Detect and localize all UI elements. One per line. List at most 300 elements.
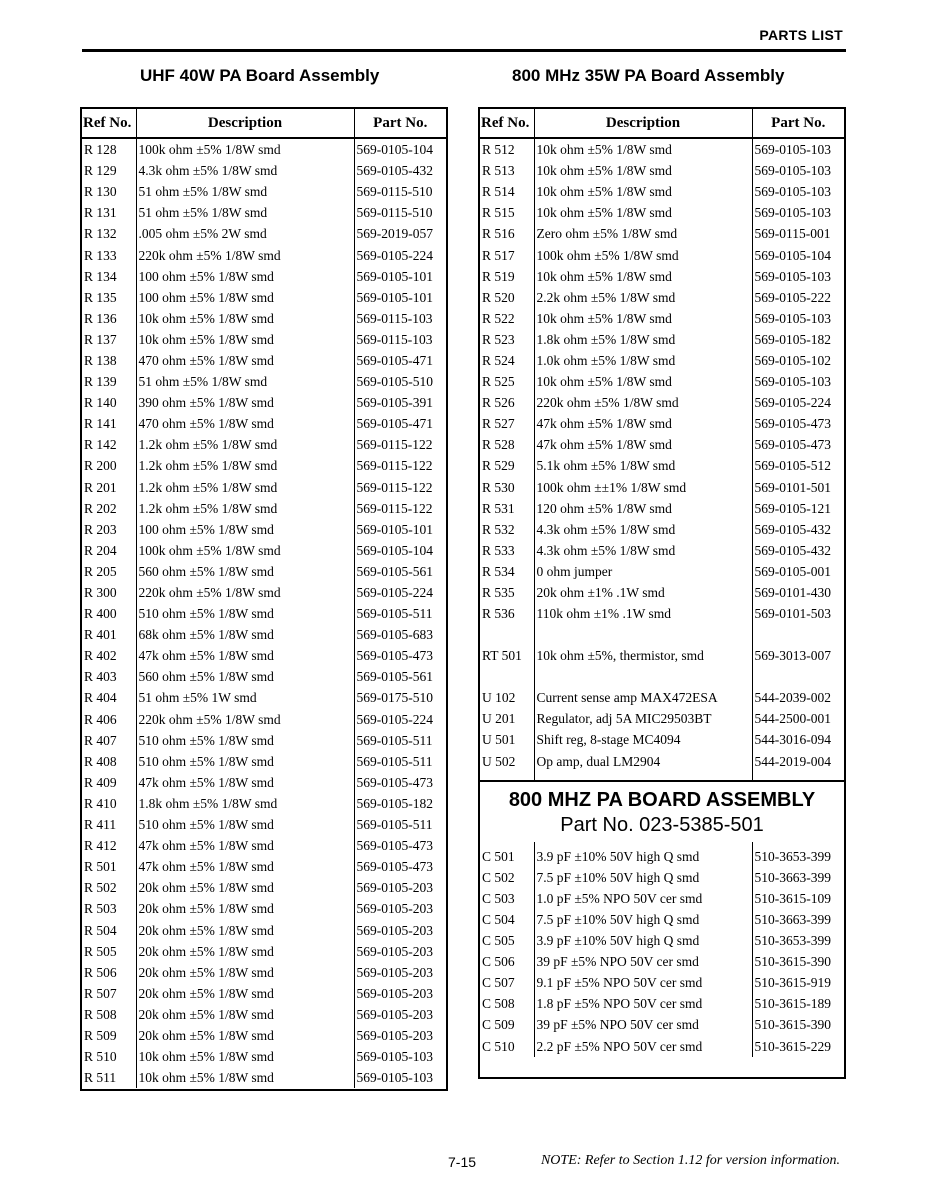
ref-cell: R 204: [82, 540, 136, 561]
ref-cell: R 522: [480, 308, 534, 329]
part-number-cell: 569-0115-103: [356, 310, 433, 326]
description-cell: Shift reg, 8-stage MC4094: [534, 729, 752, 750]
part-number-cell: 569-0101-430: [754, 585, 831, 601]
ref-cell: R 407: [82, 730, 136, 751]
ref-cell: R 132: [82, 223, 136, 244]
table-row: [82, 561, 446, 582]
part-number-cell: 569-0105-103: [754, 184, 831, 200]
ref-cell: U 201: [480, 708, 534, 729]
ref-cell: R 535: [480, 582, 534, 603]
spacer-row: [480, 772, 844, 781]
ref-cell: R 524: [480, 350, 534, 371]
table-row: [82, 413, 446, 434]
part-number-cell: 510-3663-399: [754, 869, 831, 885]
table-row: [480, 687, 844, 708]
description-cell: 20k ohm ±5% 1/8W smd: [136, 941, 354, 962]
table-row: [82, 666, 446, 687]
part-number-cell: 569-0105-101: [356, 289, 433, 305]
ref-cell: R 412: [82, 835, 136, 856]
description-cell: 7.5 pF ±10% 50V high Q smd: [534, 867, 752, 888]
ref-cell: C 501: [480, 846, 534, 867]
description-cell: 0 ohm jumper: [534, 561, 752, 582]
ref-cell: R 205: [82, 561, 136, 582]
part-number-cell: 569-0105-683: [356, 627, 433, 643]
ref-cell: R 512: [480, 138, 534, 160]
ref-cell: C 503: [480, 888, 534, 909]
description-cell: 51 ohm ±5% 1/8W smd: [136, 181, 354, 202]
table-row: [82, 772, 446, 793]
table-row: [480, 846, 844, 867]
description-cell: 10k ohm ±5% 1/8W smd: [534, 371, 752, 392]
table-row: [82, 519, 446, 540]
table-row: [480, 138, 844, 160]
part-number-cell: 569-0105-471: [356, 416, 433, 432]
description-cell: 20k ohm ±1% .1W smd: [534, 582, 752, 603]
ref-cell: R 200: [82, 455, 136, 476]
description-cell: 9.1 pF ±5% NPO 50V cer smd: [534, 972, 752, 993]
table-row: [82, 919, 446, 940]
ref-cell: C 505: [480, 930, 534, 951]
part-number-cell: 510-3615-189: [754, 996, 831, 1012]
part-number-cell: 569-0105-391: [356, 395, 433, 411]
part-number-cell: 569-0105-103: [754, 163, 831, 179]
table-row: [480, 603, 844, 624]
part-number-cell: 569-0105-511: [356, 817, 433, 833]
section-heading-row: [480, 781, 844, 842]
ref-cell: R 526: [480, 392, 534, 413]
table-row: [82, 1046, 446, 1067]
ref-cell: R 523: [480, 329, 534, 350]
col-ref: Ref No.: [480, 109, 534, 138]
ref-cell: R 525: [480, 371, 534, 392]
part-number-cell: 569-0105-473: [754, 416, 831, 432]
description-cell: 10k ohm ±5% 1/8W smd: [136, 308, 354, 329]
ref-cell: R 509: [82, 1025, 136, 1046]
description-cell: .005 ohm ±5% 2W smd: [136, 223, 354, 244]
assembly-title: 800 MHZ PA BOARD ASSEMBLY: [508, 788, 816, 811]
ref-cell: R 134: [82, 266, 136, 287]
table-row: [82, 603, 446, 624]
part-number-cell: 569-0175-510: [356, 690, 433, 706]
part-number-cell: 569-0105-103: [356, 1049, 433, 1065]
ref-cell: R 527: [480, 413, 534, 434]
table-row: [480, 540, 844, 561]
part-number-cell: 569-0115-122: [356, 479, 433, 495]
ref-cell: R 142: [82, 434, 136, 455]
ref-cell: R 502: [82, 877, 136, 898]
table-row: [480, 867, 844, 888]
table-row: [480, 371, 844, 392]
table-row: [480, 993, 844, 1014]
part-number-cell: 569-0115-122: [356, 458, 433, 474]
description-cell: 51 ohm ±5% 1W smd: [136, 687, 354, 708]
part-number-cell: 569-0105-203: [356, 922, 433, 938]
part-number-cell: 569-0105-103: [356, 1070, 433, 1086]
description-cell: 510 ohm ±5% 1/8W smd: [136, 751, 354, 772]
description-cell: Current sense amp MAX472ESA: [534, 687, 752, 708]
table-row: [82, 814, 446, 835]
part-number-cell: 544-3016-094: [754, 732, 831, 748]
table-row: [82, 877, 446, 898]
description-cell: 20k ohm ±5% 1/8W smd: [136, 1025, 354, 1046]
description-cell: Op amp, dual LM2904: [534, 751, 752, 772]
description-cell: 10k ohm ±5% 1/8W smd: [136, 329, 354, 350]
table-row: [480, 413, 844, 434]
description-cell: 220k ohm ±5% 1/8W smd: [136, 582, 354, 603]
description-cell: 10k ohm ±5% 1/8W smd: [534, 181, 752, 202]
part-number-cell: 569-0105-511: [356, 732, 433, 748]
part-number-cell: 569-0105-203: [356, 1006, 433, 1022]
page-number: 7-15: [448, 1154, 477, 1170]
ref-cell: R 517: [480, 244, 534, 265]
table-row: [82, 287, 446, 308]
table-row: [480, 909, 844, 930]
table-row: [82, 983, 446, 1004]
part-number-cell: 569-0105-203: [356, 985, 433, 1001]
part-number-cell: 544-2019-004: [754, 753, 831, 769]
part-number-cell: 569-0105-203: [356, 880, 433, 896]
footer-note: NOTE: Refer to Section 1.12 for version information.: [540, 1153, 840, 1168]
table-row: [82, 308, 446, 329]
ref-cell: R 203: [82, 519, 136, 540]
description-cell: 100 ohm ±5% 1/8W smd: [136, 519, 354, 540]
ref-cell: U 502: [480, 751, 534, 772]
part-number-cell: 569-0105-473: [356, 774, 433, 790]
table-row: [82, 898, 446, 919]
description-cell: 1.8k ohm ±5% 1/8W smd: [534, 329, 752, 350]
col-part: Part No.: [354, 109, 446, 138]
part-number-cell: 569-0105-511: [356, 606, 433, 622]
description-cell: 20k ohm ±5% 1/8W smd: [136, 877, 354, 898]
part-number-cell: 569-0105-103: [754, 205, 831, 221]
table-row: [82, 181, 446, 202]
description-cell: 3.9 pF ±10% 50V high Q smd: [534, 846, 752, 867]
table-row: [82, 645, 446, 666]
ref-cell: C 506: [480, 951, 534, 972]
part-number-cell: 569-0115-103: [356, 331, 433, 347]
part-number-cell: 569-0105-222: [754, 289, 831, 305]
description-cell: 68k ohm ±5% 1/8W smd: [136, 624, 354, 645]
col-part: Part No.: [752, 109, 844, 138]
table-row: [82, 1004, 446, 1025]
left-table-title: UHF 40W PA Board Assembly: [140, 66, 380, 85]
ref-cell: R 510: [82, 1046, 136, 1067]
description-cell: 100 ohm ±5% 1/8W smd: [136, 287, 354, 308]
part-number-cell: 569-0105-203: [356, 943, 433, 959]
ref-cell: R 514: [480, 181, 534, 202]
part-number-cell: 569-0105-203: [356, 964, 433, 980]
part-number-cell: 569-0105-104: [754, 247, 831, 263]
description-cell: 1.0k ohm ±5% 1/8W smd: [534, 350, 752, 371]
part-number-cell: 569-0105-101: [356, 521, 433, 537]
table-row: [82, 477, 446, 498]
ref-cell: R 513: [480, 160, 534, 181]
part-number-cell: 510-3653-399: [754, 933, 831, 949]
part-number-cell: 569-0105-561: [356, 669, 433, 685]
ref-cell: R 528: [480, 434, 534, 455]
header-rule: [82, 49, 846, 52]
table-row: [82, 624, 446, 645]
description-cell: 1.0 pF ±5% NPO 50V cer smd: [534, 888, 752, 909]
part-number-cell: 569-0115-122: [356, 500, 433, 516]
ref-cell: R 507: [82, 983, 136, 1004]
table-row: [480, 561, 844, 582]
part-number-cell: 544-2500-001: [754, 711, 831, 727]
part-number-cell: 569-0105-473: [754, 437, 831, 453]
ref-cell: R 410: [82, 793, 136, 814]
ref-cell: R 300: [82, 582, 136, 603]
description-cell: 1.2k ohm ±5% 1/8W smd: [136, 477, 354, 498]
right-table-title: 800 MHz 35W PA Board Assembly: [512, 66, 785, 85]
part-number-cell: 569-0115-510: [356, 184, 433, 200]
description-cell: 4.3k ohm ±5% 1/8W smd: [534, 519, 752, 540]
ref-cell: R 534: [480, 561, 534, 582]
description-cell: 3.9 pF ±10% 50V high Q smd: [534, 930, 752, 951]
col-description: Description: [136, 109, 354, 138]
table-row: [82, 687, 446, 708]
table-row: [82, 223, 446, 244]
ref-cell: R 409: [82, 772, 136, 793]
ref-cell: R 529: [480, 455, 534, 476]
table-row: [82, 582, 446, 603]
table-row: [480, 202, 844, 223]
ref-cell: R 139: [82, 371, 136, 392]
part-number-cell: 569-0105-224: [356, 585, 433, 601]
part-number-cell: 569-0105-473: [356, 838, 433, 854]
table-row: [82, 1067, 446, 1088]
part-number-cell: 510-3615-390: [754, 1017, 831, 1033]
ref-cell: R 131: [82, 202, 136, 223]
description-cell: 7.5 pF ±10% 50V high Q smd: [534, 909, 752, 930]
ref-cell: R 531: [480, 498, 534, 519]
description-cell: 390 ohm ±5% 1/8W smd: [136, 392, 354, 413]
table-row: [480, 1014, 844, 1035]
part-number-cell: 569-0105-473: [356, 648, 433, 664]
description-cell: 47k ohm ±5% 1/8W smd: [136, 856, 354, 877]
ref-cell: R 508: [82, 1004, 136, 1025]
ref-cell: U 501: [480, 729, 534, 750]
ref-cell: R 138: [82, 350, 136, 371]
ref-cell: R 501: [82, 856, 136, 877]
description-cell: 100k ohm ±5% 1/8W smd: [136, 540, 354, 561]
ref-cell: RT 501: [480, 645, 534, 666]
part-number-cell: 544-2039-002: [754, 690, 831, 706]
table-row: [82, 1025, 446, 1046]
description-cell: 560 ohm ±5% 1/8W smd: [136, 561, 354, 582]
part-number-cell: 569-0105-224: [356, 711, 433, 727]
table-row: [480, 708, 844, 729]
description-cell: 510 ohm ±5% 1/8W smd: [136, 603, 354, 624]
description-cell: 5.1k ohm ±5% 1/8W smd: [534, 455, 752, 476]
table-row: [480, 434, 844, 455]
table-row: [82, 202, 446, 223]
part-number-cell: 569-0105-103: [754, 374, 831, 390]
part-number-cell: 569-0105-471: [356, 352, 433, 368]
ref-cell: C 507: [480, 972, 534, 993]
description-cell: 51 ohm ±5% 1/8W smd: [136, 371, 354, 392]
table-row: [82, 540, 446, 561]
ref-cell: R 135: [82, 287, 136, 308]
ref-cell: R 400: [82, 603, 136, 624]
table-row: [82, 329, 446, 350]
part-number-cell: 569-0105-473: [356, 859, 433, 875]
part-number-cell: 569-0115-510: [356, 205, 433, 221]
table-row: [82, 160, 446, 181]
description-cell: 20k ohm ±5% 1/8W smd: [136, 919, 354, 940]
part-number-cell: 569-0101-503: [754, 606, 831, 622]
part-number-cell: 569-0105-001: [754, 563, 831, 579]
ref-cell: R 403: [82, 666, 136, 687]
description-cell: 10k ohm ±5% 1/8W smd: [534, 308, 752, 329]
ref-cell: R 519: [480, 266, 534, 287]
part-number-cell: 569-2019-057: [356, 226, 433, 242]
table-row: [82, 941, 446, 962]
part-number-cell: 569-0105-103: [754, 310, 831, 326]
ref-cell: R 533: [480, 540, 534, 561]
ref-cell: R 128: [82, 138, 136, 160]
table-row: [480, 729, 844, 750]
ref-cell: R 133: [82, 244, 136, 265]
table-row: [480, 519, 844, 540]
table-row: [480, 160, 844, 181]
part-number-cell: 569-0105-182: [754, 331, 831, 347]
description-cell: 4.3k ohm ±5% 1/8W smd: [534, 540, 752, 561]
col-ref: Ref No.: [82, 109, 136, 138]
description-cell: 2.2k ohm ±5% 1/8W smd: [534, 287, 752, 308]
description-cell: 100k ohm ±5% 1/8W smd: [534, 244, 752, 265]
description-cell: 100 ohm ±5% 1/8W smd: [136, 266, 354, 287]
assembly-part-number: Part No. 023-5385-501: [560, 813, 764, 836]
description-cell: 1.8 pF ±5% NPO 50V cer smd: [534, 993, 752, 1014]
description-cell: 120 ohm ±5% 1/8W smd: [534, 498, 752, 519]
description-cell: 100k ohm ±5% 1/8W smd: [136, 138, 354, 160]
description-cell: 4.3k ohm ±5% 1/8W smd: [136, 160, 354, 181]
part-number-cell: 569-0105-101: [356, 268, 433, 284]
ref-cell: R 532: [480, 519, 534, 540]
ref-cell: R 129: [82, 160, 136, 181]
table-row: [82, 835, 446, 856]
description-cell: 2.2 pF ±5% NPO 50V cer smd: [534, 1035, 752, 1056]
part-number-cell: 569-0105-511: [356, 753, 433, 769]
ref-cell: R 136: [82, 308, 136, 329]
ref-cell: C 502: [480, 867, 534, 888]
description-cell: 10k ohm ±5% 1/8W smd: [534, 202, 752, 223]
table-row: [480, 1035, 844, 1056]
table-row: [82, 266, 446, 287]
description-cell: Regulator, adj 5A MIC29503BT: [534, 708, 752, 729]
description-cell: 10k ohm ±5% 1/8W smd: [534, 266, 752, 287]
table-row: [82, 856, 446, 877]
part-number-cell: 569-0105-224: [754, 395, 831, 411]
spacer-row: [480, 666, 844, 687]
part-number-cell: 569-0105-203: [356, 901, 433, 917]
description-cell: 20k ohm ±5% 1/8W smd: [136, 1004, 354, 1025]
table-row: [480, 244, 844, 265]
ref-cell: R 530: [480, 477, 534, 498]
description-cell: 510 ohm ±5% 1/8W smd: [136, 814, 354, 835]
ref-cell: R 137: [82, 329, 136, 350]
part-number-cell: 569-0105-512: [754, 458, 831, 474]
description-cell: 47k ohm ±5% 1/8W smd: [534, 434, 752, 455]
table-row: [480, 972, 844, 993]
part-number-cell: 569-0105-224: [356, 247, 433, 263]
part-number-cell: 569-0105-203: [356, 1027, 433, 1043]
table-row: [480, 645, 844, 666]
left-parts-table: [80, 107, 448, 1091]
description-cell: 20k ohm ±5% 1/8W smd: [136, 962, 354, 983]
table-row: [82, 434, 446, 455]
table-row: [82, 709, 446, 730]
table-row: [82, 350, 446, 371]
part-number-cell: 569-0115-122: [356, 437, 433, 453]
description-cell: 560 ohm ±5% 1/8W smd: [136, 666, 354, 687]
ref-cell: R 515: [480, 202, 534, 223]
part-number-cell: 569-0105-121: [754, 500, 831, 516]
ref-cell: R 408: [82, 751, 136, 772]
description-cell: 47k ohm ±5% 1/8W smd: [136, 835, 354, 856]
description-cell: 510 ohm ±5% 1/8W smd: [136, 730, 354, 751]
description-cell: 51 ohm ±5% 1/8W smd: [136, 202, 354, 223]
col-description: Description: [534, 109, 752, 138]
ref-cell: R 141: [82, 413, 136, 434]
table-row: [480, 287, 844, 308]
ref-cell: R 201: [82, 477, 136, 498]
description-cell: 470 ohm ±5% 1/8W smd: [136, 413, 354, 434]
part-number-cell: 569-0105-432: [356, 163, 433, 179]
table-row: [82, 455, 446, 476]
description-cell: 100k ohm ±±1% 1/8W smd: [534, 477, 752, 498]
part-number-cell: 569-0105-432: [754, 521, 831, 537]
table-row: [480, 751, 844, 772]
description-cell: 220k ohm ±5% 1/8W smd: [534, 392, 752, 413]
table-row: [480, 392, 844, 413]
part-number-cell: 569-0105-104: [356, 542, 433, 558]
part-number-cell: 510-3615-390: [754, 954, 831, 970]
table-row: [82, 498, 446, 519]
ref-cell: R 516: [480, 223, 534, 244]
table-row: [480, 930, 844, 951]
description-cell: 10k ohm ±5% 1/8W smd: [136, 1067, 354, 1088]
part-number-cell: 569-0105-104: [356, 142, 433, 158]
table-row: [480, 477, 844, 498]
description-cell: 470 ohm ±5% 1/8W smd: [136, 350, 354, 371]
ref-cell: R 503: [82, 898, 136, 919]
ref-cell: C 504: [480, 909, 534, 930]
ref-cell: C 510: [480, 1035, 534, 1056]
description-cell: Zero ohm ±5% 1/8W smd: [534, 223, 752, 244]
ref-cell: R 504: [82, 919, 136, 940]
part-number-cell: 569-0105-432: [754, 542, 831, 558]
description-cell: 10k ohm ±5% 1/8W smd: [136, 1046, 354, 1067]
table-row: [480, 498, 844, 519]
part-number-cell: 569-0105-510: [356, 374, 433, 390]
description-cell: 1.8k ohm ±5% 1/8W smd: [136, 793, 354, 814]
description-cell: 1.2k ohm ±5% 1/8W smd: [136, 455, 354, 476]
description-cell: 47k ohm ±5% 1/8W smd: [534, 413, 752, 434]
section-header: PARTS LIST: [759, 27, 843, 43]
ref-cell: R 130: [82, 181, 136, 202]
right-parts-table: [478, 107, 846, 1079]
ref-cell: R 140: [82, 392, 136, 413]
table-row: [480, 329, 844, 350]
description-cell: 39 pF ±5% NPO 50V cer smd: [534, 1014, 752, 1035]
description-cell: 10k ohm ±5% 1/8W smd: [534, 160, 752, 181]
part-number-cell: 569-0105-182: [356, 795, 433, 811]
description-cell: 20k ohm ±5% 1/8W smd: [136, 898, 354, 919]
description-cell: 47k ohm ±5% 1/8W smd: [136, 772, 354, 793]
table-row: [480, 951, 844, 972]
ref-cell: R 506: [82, 962, 136, 983]
